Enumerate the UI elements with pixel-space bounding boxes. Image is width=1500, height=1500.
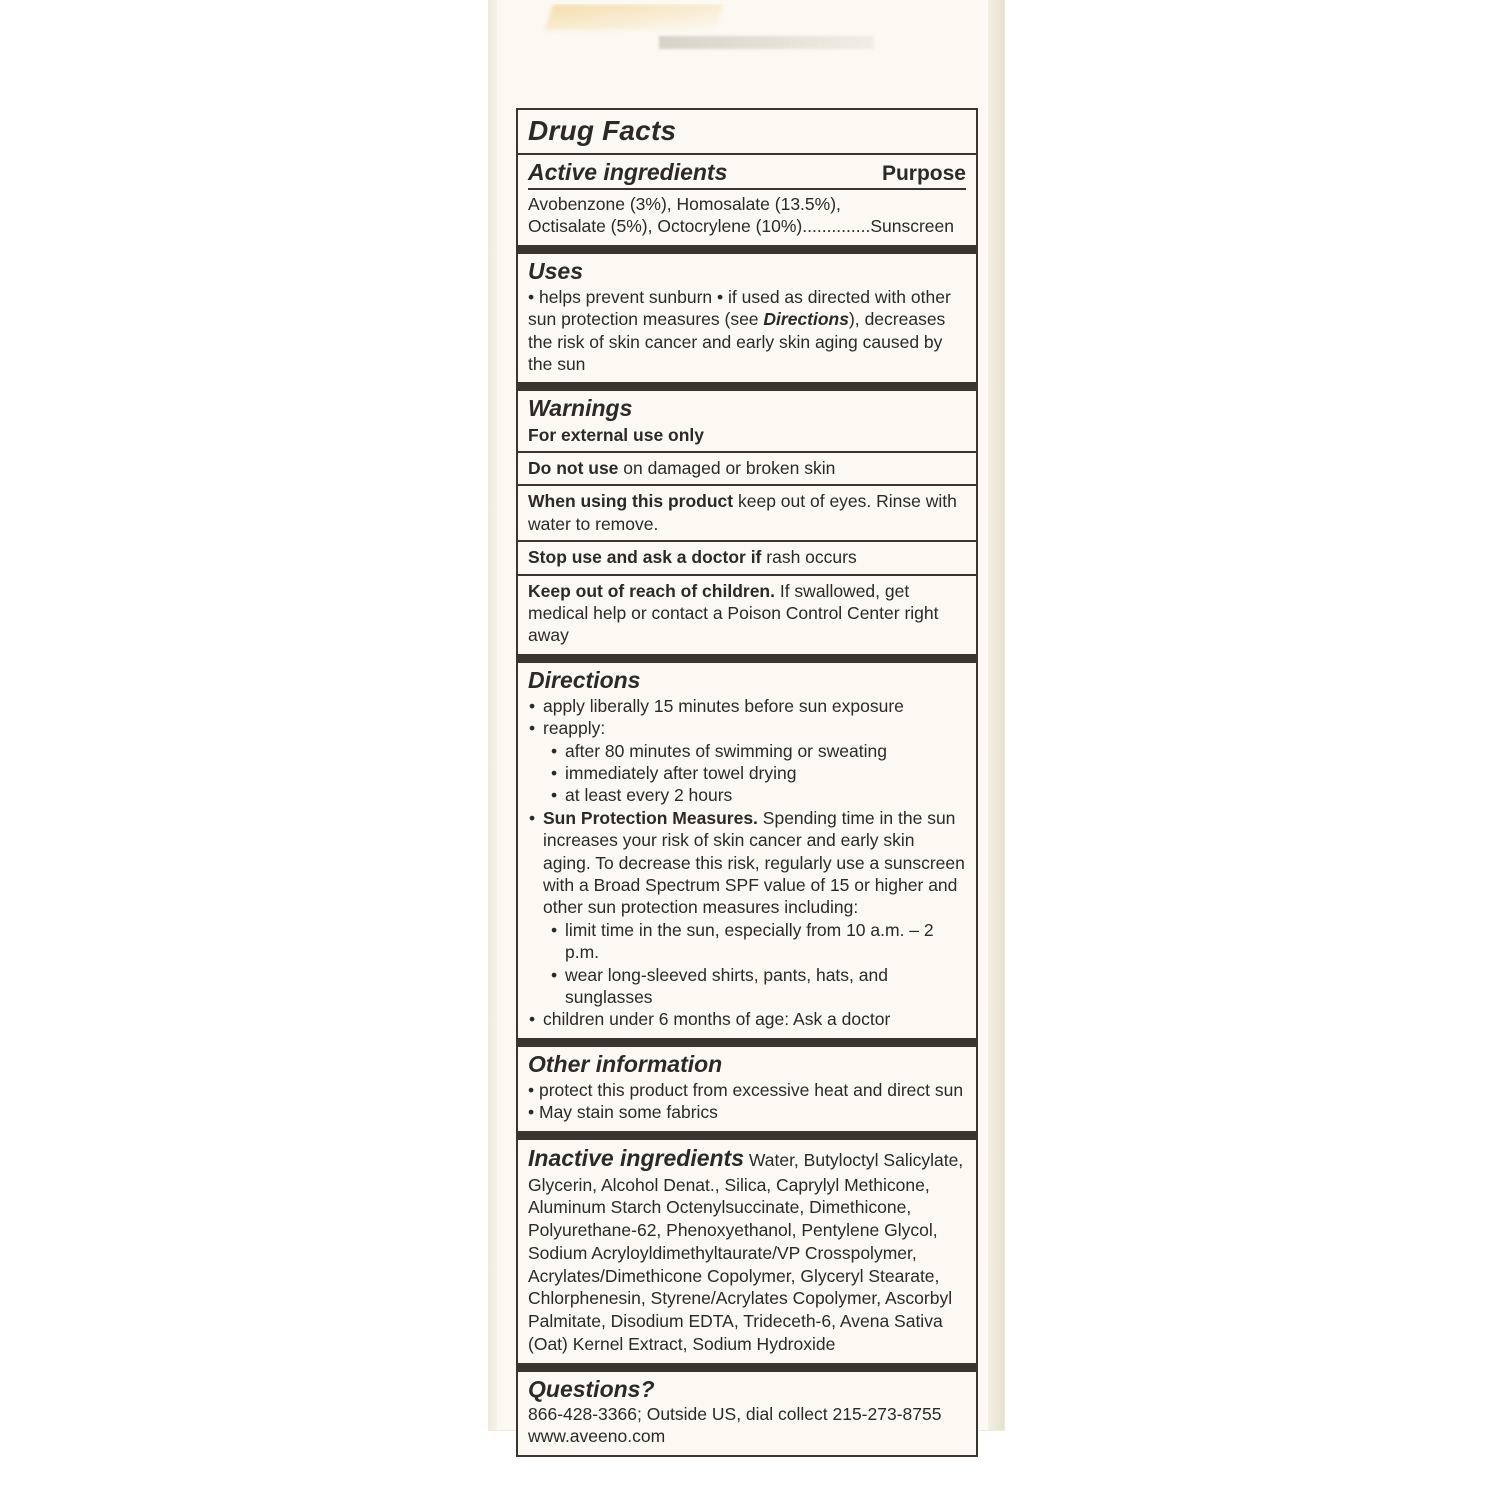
- drug-facts-panel: [516, 108, 978, 1457]
- when-using-rest: keep out of eyes. Rinse with water to remove.: [528, 491, 957, 534]
- inactive-ingredients-section: [516, 1138, 978, 1363]
- rule-after-inactive-ingredients: [516, 1363, 978, 1370]
- warnings-heading: Warnings: [528, 395, 633, 422]
- uses-line-1: • helps prevent sunburn • if used as directed with: [528, 286, 907, 307]
- warnings-external-use-text: For external use only: [528, 424, 705, 445]
- directions-list: [528, 695, 966, 1031]
- carton-yellow-smudge: [545, 4, 723, 30]
- inactive-ingredients-heading: Inactive ingredients: [528, 1144, 745, 1171]
- other-information-text: • protect this product from excessive heat and direct sun • May stain some fabrics: [528, 1079, 964, 1123]
- directions-subitem: • immediately after towel drying: [528, 762, 966, 784]
- warnings-when-using: [528, 490, 966, 535]
- uses-line-2b: ),: [848, 309, 860, 330]
- warnings-external-use: [528, 424, 966, 446]
- uses-line-4: aging caused by the sun: [528, 331, 943, 375]
- rule-after-warnings: [516, 654, 978, 661]
- sun-protection-text: Spending time in the sun increases your risk of skin cancer and early skin aging. To decrease this risk, regularly use a sunscreen with a Broad Spectrum SPF value of 15 or higher and other sun protection measures including:: [543, 807, 965, 918]
- active-ingredients-line-2: Octisalate (5%), Octocrylene (10%)..............Sunscreen: [528, 216, 954, 237]
- uses-directions-reference: Directions: [763, 309, 849, 330]
- questions-website: www.aveeno.com: [528, 1426, 666, 1447]
- sun-protection-subitem: • wear long-sleeved shirts, pants, hats, and sunglasses: [528, 964, 966, 1009]
- directions-section: [516, 661, 978, 1038]
- warnings-do-not-use: [528, 457, 966, 479]
- directions-item: • apply liberally 15 minutes before sun exposure: [528, 695, 966, 717]
- do-not-use-rest: on damaged or broken skin: [618, 457, 836, 478]
- sun-protection-measures-item: [528, 807, 966, 919]
- other-information-heading: Other information: [528, 1050, 723, 1077]
- carton-right-edge: [988, 0, 1004, 1430]
- carton-top-graphic: [509, 4, 939, 60]
- warnings-stop-use: [528, 546, 966, 568]
- directions-item: • reapply:: [528, 717, 966, 739]
- warnings-keep-out-of-reach: [528, 580, 966, 647]
- do-not-use-head: Do not use: [528, 457, 619, 478]
- warnings-section: [516, 389, 978, 653]
- rule-after-uses: [516, 382, 978, 389]
- directions-subitem: • at least every 2 hours: [528, 784, 966, 806]
- rule-after-directions: [516, 1038, 978, 1045]
- active-ingredients-header-row: [528, 159, 966, 190]
- drug-facts-title: Drug Facts: [516, 108, 978, 153]
- active-ingredients-heading: Active ingredients: [528, 159, 728, 185]
- sun-protection-subitem: • limit time in the sun, especially from 10 a.m. – 2 p.m.: [528, 919, 966, 964]
- questions-section: [516, 1370, 978, 1458]
- uses-section: [516, 252, 978, 383]
- uses-line-2: other sun protection measures (see: [528, 286, 951, 330]
- carton-gray-smudge: [659, 36, 874, 49]
- warnings-rule-1: [518, 451, 976, 453]
- rule-after-other-information: [516, 1131, 978, 1138]
- directions-subitem: • after 80 minutes of swimming or sweating: [528, 740, 966, 762]
- uses-body: [528, 286, 966, 376]
- other-information-section: [516, 1045, 978, 1131]
- inactive-ingredients-body: [528, 1144, 966, 1356]
- inactive-ingredients-text: Water, Butyloctyl Salicylate, Glycerin, Alcohol Denat., Silica, Caprylyl Methicone, Aluminum Starch Octenylsuccinate, Dimethicone, Polyurethane-62, Phenoxyethanol, Pentylene Glycol, Sodium Acryloyldimethyltaurate/VP Crosspolymer, Acrylates/Dimethicone Copolymer, Glyceryl Stearate, Chlorphenesin, Styrene/Acrylates Copolymer, Ascorbyl Palmitate, Disodium EDTA, Trideceth-6, Avena Sativa (Oat) Kernel Extract, Sodium Hydroxide: [528, 1149, 964, 1354]
- uses-heading: Uses: [528, 257, 583, 284]
- uses-line-3: decreases the risk of skin cancer and early skin: [528, 309, 946, 352]
- purpose-heading: Purpose: [881, 162, 966, 185]
- keep-out-rest: If swallowed, get medical help or contact a Poison Control Center right away: [528, 580, 939, 646]
- rule-after-active-ingredients: [516, 245, 978, 252]
- carton-left-edge: [489, 0, 497, 1430]
- warnings-rule-2: [518, 484, 976, 486]
- when-using-head: When using this product: [528, 491, 734, 512]
- warnings-rule-3: [518, 540, 976, 542]
- stop-use-rest: rash occurs: [761, 547, 857, 568]
- keep-out-head: Keep out of reach of children.: [528, 580, 775, 601]
- questions-heading: Questions?: [528, 1375, 655, 1402]
- active-ingredients-line-1: Avobenzone (3%), Homosalate (13.5%),: [528, 194, 841, 214]
- directions-heading: Directions: [528, 666, 641, 693]
- active-ingredients-section: [516, 153, 978, 245]
- sun-protection-heading: Sun Protection Measures.: [543, 807, 758, 828]
- warnings-rule-4: [518, 574, 976, 576]
- stop-use-head: Stop use and ask a doctor if: [528, 547, 762, 568]
- questions-phone: 866-428-3366; Outside US, dial collect 215-273-8755: [528, 1403, 942, 1424]
- directions-final-item: • children under 6 months of age: Ask a doctor: [528, 1008, 966, 1030]
